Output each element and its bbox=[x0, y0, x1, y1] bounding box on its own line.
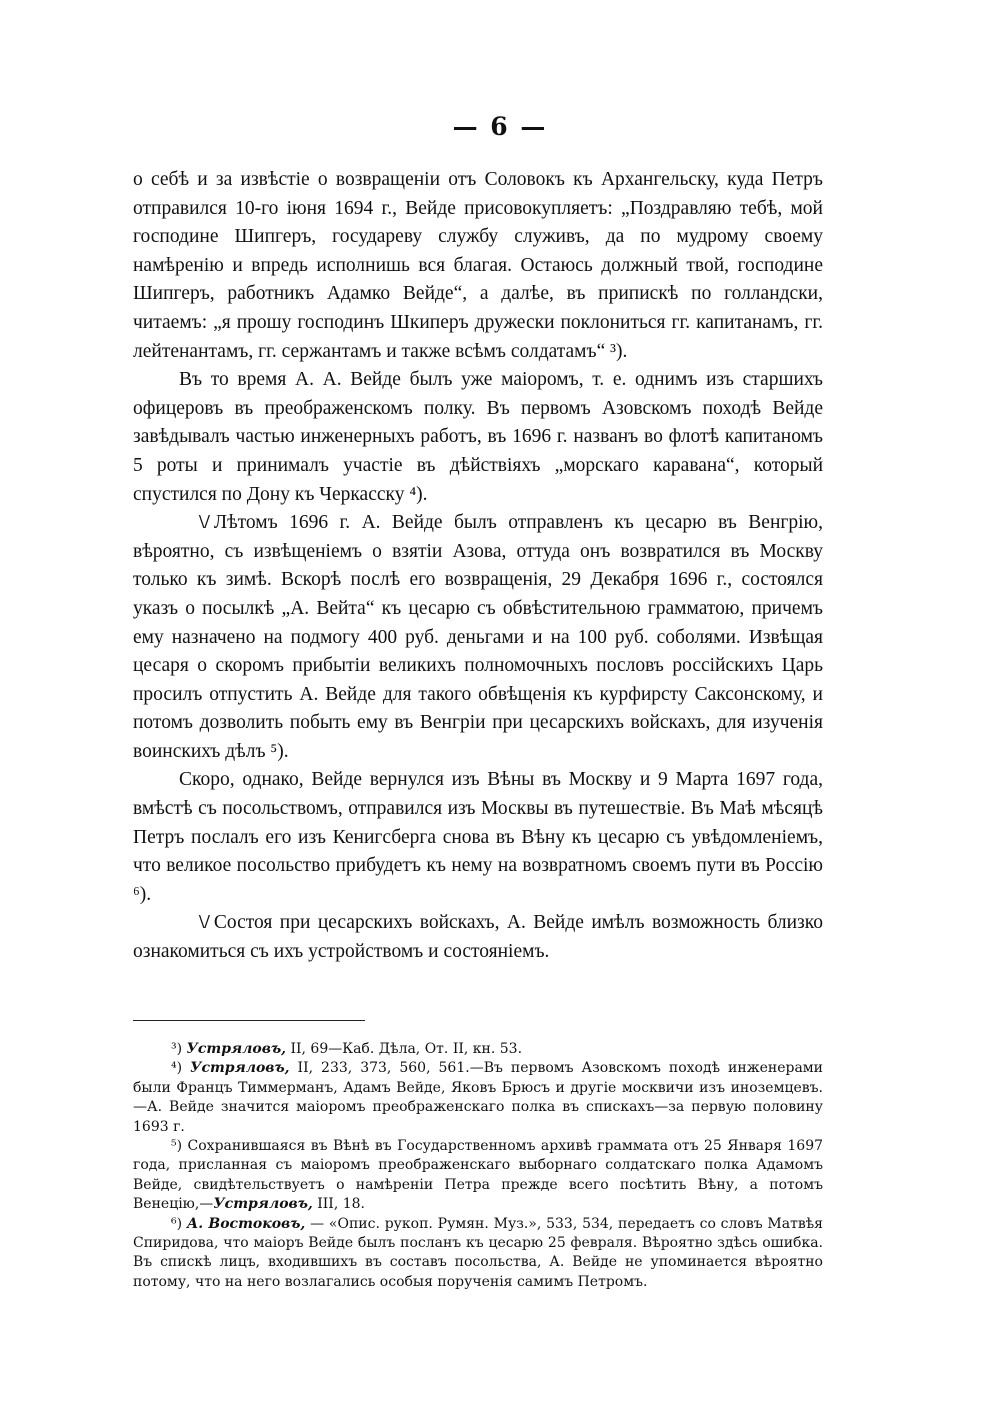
footnote-text: Сохранившаяся въ Вѣнѣ въ Государственномъ архивѣ граммата отъ 25 Января 1697 года, присланная съ маіоромъ преображенскаго выборнаго солдатскаго полка Адамомъ Вейде, свидѣтельствуетъ о намѣреніи Петра прежде всего посѣтить Вѣну, а потомъ Венецію,— bbox=[133, 1138, 824, 1213]
footnote-6 bbox=[133, 1215, 823, 1293]
footnote-number: ³) bbox=[171, 1041, 183, 1057]
footnote-5 bbox=[133, 1137, 823, 1215]
footnote-number: ⁵) bbox=[171, 1138, 183, 1155]
footnote-author: Устряловъ, bbox=[186, 1041, 286, 1057]
paragraph-3-text: Лѣтомъ 1696 г. А. Вейде былъ отправленъ къ цесарю въ Венгрію, вѣроятно, съ извѣщеніемъ о взятіи Азова, оттуда онъ возвратился въ Москву только къ зимѣ. Вскорѣ послѣ его возвращенія, 29 Декабря 1696 г., состоялся указъ о посылкѣ „А. Вейта“ къ цесарю съ обвѣстительною грамматою, причемъ ему назначено на подмогу 400 руб. деньгами и на 100 руб. соболями. Извѣщая цесаря о скоромъ прибытіи великихъ полномочныхъ пословъ россійскихъ Царь просилъ отпустить А. Вейде для такого обвѣщенія къ курфирсту Саксонскому, и потомъ дозволить побыть ему въ Венгріи при цесарскихъ войскахъ, для изученія воинскихъ дѣлъ ⁵). bbox=[133, 512, 823, 762]
paragraph-1: о себѣ и за извѣстіе о возвращеніи отъ Соловокъ къ Архангельску, куда Петръ отправился 10-го іюня 1694 г., Вейде присовокупляетъ: „Поздравляю тебѣ, мой господине Шипгеръ, государеву службу служивъ, да по мудрому своему намѣренію и впредь исполнишь вся благая. Остаюсь должный твой, господине Шипгеръ, работникъ Адамко Вейде“, а далѣе, въ припискѣ по голландски, читаемъ: „я прошу господинъ Шкиперъ дружески поклониться гг. капитанамъ, гг. лейтенантамъ, гг. сержантамъ и также всѣмъ солдатамъ“ ³). bbox=[133, 169, 823, 362]
footnote-author: Устряловъ, bbox=[213, 1196, 313, 1213]
footnote-author: А. Востоковъ, bbox=[186, 1215, 306, 1232]
footnote-3 bbox=[133, 1040, 823, 1059]
paragraph-2: Въ то время А. А. Вейде былъ уже маіоромъ, т. е. однимъ изъ старшихъ офицеровъ въ преображенскомъ полку. Въ первомъ Азовскомъ походѣ Вейде завѣдывалъ частью инженерныхъ работъ, въ 1696 г. названъ во флотѣ капитаномъ 5 роты и принималъ участіе въ дѣйствіяхъ „морскаго каравана“, который спустился по Дону къ Черкасску ⁴). bbox=[133, 369, 823, 505]
footnote-tail-text: III, 18. bbox=[317, 1196, 365, 1213]
margin-check-mark: \/ bbox=[199, 912, 210, 934]
footnote-text: II, 233, 373, 560, 561.—Въ первомъ Азовскомъ походѣ инженерами были Францъ Тиммерманъ, Адамъ Вейде, Яковъ Брюсъ и другіе москвичи изъ иноземцевъ.—А. Вейде значится маіоромъ преображенскаго полка въ спискахъ—за первую половину 1693 г. bbox=[133, 1060, 824, 1135]
paragraph-5 bbox=[133, 909, 823, 966]
footnote-text: — «Опис. рукоп. Румян. Муз.», 533, 534, передаетъ со словъ Матвѣя Спиридова, что маіоръ Вейде былъ посланъ къ цесарю 25 февраля. Вѣроятно здѣсь ошибка. Въ спискѣ лицъ, входившихъ въ составъ посольства, А. Вейде не упоминается вѣроятно потому, что на него возлагались особыя порученія самимъ Петромъ. bbox=[133, 1215, 824, 1290]
paragraph-3 bbox=[133, 509, 823, 766]
footnote-text: II, 69—Каб. Дѣла, От. II, кн. 53. bbox=[290, 1041, 523, 1057]
footnote-number: ⁶) bbox=[171, 1215, 183, 1232]
page-number: — 6 — bbox=[452, 112, 548, 141]
footnote-4 bbox=[133, 1059, 823, 1137]
footnotes bbox=[133, 1040, 823, 1292]
margin-check-mark: \/ bbox=[199, 512, 210, 534]
main-text-body bbox=[133, 166, 823, 967]
footnote-author: Устряловъ, bbox=[190, 1060, 290, 1077]
footnote-number: ⁴) bbox=[171, 1060, 183, 1077]
footnote-separator bbox=[133, 1020, 365, 1021]
paragraph-5-text: Состоя при цесарскихъ войскахъ, А. Вейде имѣлъ возможность близко ознакомиться съ ихъ устройствомъ и состояніемъ. bbox=[133, 912, 823, 963]
paragraph-4: Скоро, однако, Вейде вернулся изъ Вѣны въ Москву и 9 Марта 1697 года, вмѣстѣ съ посольствомъ, отправился изъ Москвы въ путешествіе. Въ Маѣ мѣсяцѣ Петръ послалъ его изъ Кенигсберга снова въ Вѣну къ цесарю съ увѣдомленіемъ, что великое посольство прибудетъ къ нему на возвратномъ своемъ пути въ Россію ⁶). bbox=[133, 769, 823, 905]
